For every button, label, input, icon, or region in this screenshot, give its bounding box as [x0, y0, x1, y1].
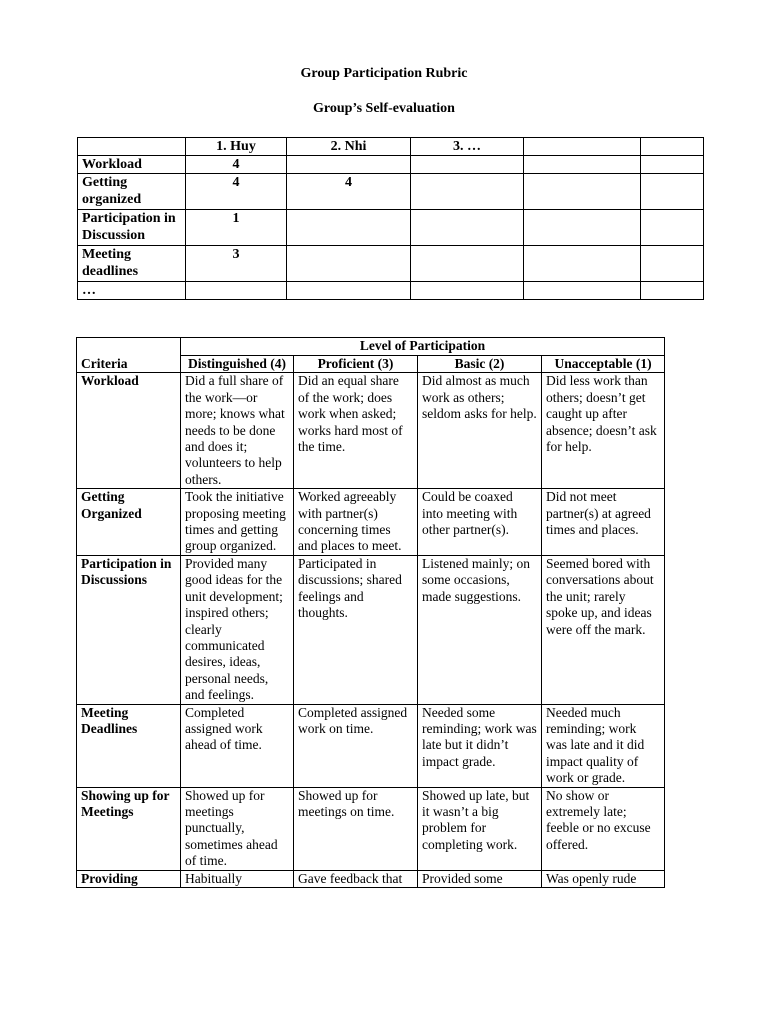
score-cell [411, 174, 524, 210]
score-cell [524, 156, 641, 174]
criterion-label: Workload [77, 373, 181, 489]
table-header-row [78, 138, 704, 156]
level-header-distinguished: Distinguished (4) [181, 356, 294, 373]
table-row [77, 787, 665, 870]
table-row [78, 282, 704, 300]
rubric-cell: Listened mainly; on some occasions, made suggestions. [418, 555, 542, 704]
score-cell [524, 174, 641, 210]
document-subtitle: Group’s Self-evaluation [313, 101, 455, 116]
rubric-cell: Participated in discussions; shared feelings and thoughts. [294, 555, 418, 704]
header-cell [641, 138, 704, 156]
rubric-cell: Completed assigned work ahead of time. [181, 704, 294, 787]
row-label: Participation in Discussion [78, 210, 186, 246]
rubric-cell: Showed up for meetings punctually, sometimes ahead of time. [181, 787, 294, 870]
criterion-label: Getting Organized [77, 489, 181, 556]
table-row [78, 246, 704, 282]
level-header-unacceptable: Unacceptable (1) [542, 356, 665, 373]
document-title: Group Participation Rubric [300, 66, 468, 81]
level-header-proficient: Proficient (3) [294, 356, 418, 373]
score-cell: 4 [186, 156, 287, 174]
rubric-cell: Was openly rude [542, 870, 665, 887]
criterion-label: Participation in Discussions [77, 555, 181, 704]
score-cell [411, 246, 524, 282]
rubric-cell: Provided many good ideas for the unit development; inspired others; clearly communicated desires, ideas, personal needs, and feelings. [181, 555, 294, 704]
rubric-cell: Did not meet partner(s) at agreed times and places. [542, 489, 665, 556]
score-cell [287, 246, 411, 282]
rubric-cell: Did less work than others; doesn’t get caught up after absence; doesn’t ask for help. [542, 373, 665, 489]
table-row [77, 373, 665, 489]
rubric-cell: No show or extremely late; feeble or no excuse offered. [542, 787, 665, 870]
score-cell [524, 282, 641, 300]
rubric-table [76, 337, 665, 888]
score-cell: 1 [186, 210, 287, 246]
score-cell [524, 246, 641, 282]
score-cell [287, 156, 411, 174]
row-label: Getting organized [78, 174, 186, 210]
header-cell [524, 138, 641, 156]
header-cell-member-2: 2. Nhi [287, 138, 411, 156]
rubric-cell: Needed much reminding; work was late and it did impact quality of work or grade. [542, 704, 665, 787]
rubric-cell: Completed assigned work on time. [294, 704, 418, 787]
score-cell [411, 210, 524, 246]
rubric-group-header-row [77, 338, 665, 356]
level-header-basic: Basic (2) [418, 356, 542, 373]
table-row [77, 704, 665, 787]
criterion-label: Showing up for Meetings [77, 787, 181, 870]
criterion-label: Providing [77, 870, 181, 887]
rubric-cell: Needed some reminding; work was late but it didn’t impact grade. [418, 704, 542, 787]
rubric-cell: Did an equal share of the work; does work when asked; works hard most of the time. [294, 373, 418, 489]
rubric-cell: Worked agreeably with partner(s) concerning times and places to meet. [294, 489, 418, 556]
score-cell [411, 156, 524, 174]
rubric-cell: Took the initiative proposing meeting times and getting group organized. [181, 489, 294, 556]
rubric-cell: Did a full share of the work—or more; knows what needs to be done and does it; volunteers to help others. [181, 373, 294, 489]
row-label: Workload [78, 156, 186, 174]
table-row [77, 489, 665, 556]
table-row [77, 555, 665, 704]
row-label: Meeting deadlines [78, 246, 186, 282]
rubric-cell: Habitually [181, 870, 294, 887]
score-cell [641, 210, 704, 246]
score-cell: 3 [186, 246, 287, 282]
rubric-cell: Showed up for meetings on time. [294, 787, 418, 870]
score-cell [641, 174, 704, 210]
header-cell [78, 138, 186, 156]
criterion-label: Meeting Deadlines [77, 704, 181, 787]
score-cell [287, 210, 411, 246]
self-evaluation-table [77, 137, 704, 300]
rubric-cell: Seemed bored with conversations about the unit; rarely spoke up, and ideas were off the mark. [542, 555, 665, 704]
score-cell [524, 210, 641, 246]
rubric-cell: Gave feedback that [294, 870, 418, 887]
table-row [78, 156, 704, 174]
score-cell: 4 [287, 174, 411, 210]
rubric-cell: Did almost as much work as others; seldom asks for help. [418, 373, 542, 489]
criteria-header: Criteria [77, 338, 181, 373]
score-cell [411, 282, 524, 300]
score-cell [641, 156, 704, 174]
header-cell-member-3: 3. … [411, 138, 524, 156]
header-cell-member-1: 1. Huy [186, 138, 287, 156]
score-cell: 4 [186, 174, 287, 210]
table-row [78, 174, 704, 210]
score-cell [287, 282, 411, 300]
score-cell [186, 282, 287, 300]
rubric-cell: Provided some [418, 870, 542, 887]
row-label: … [78, 282, 186, 300]
table-row [77, 870, 665, 887]
score-cell [641, 246, 704, 282]
rubric-cell: Showed up late, but it wasn’t a big problem for completing work. [418, 787, 542, 870]
rubric-cell: Could be coaxed into meeting with other partner(s). [418, 489, 542, 556]
level-group-header: Level of Participation [181, 338, 665, 356]
score-cell [641, 282, 704, 300]
table-row [78, 210, 704, 246]
